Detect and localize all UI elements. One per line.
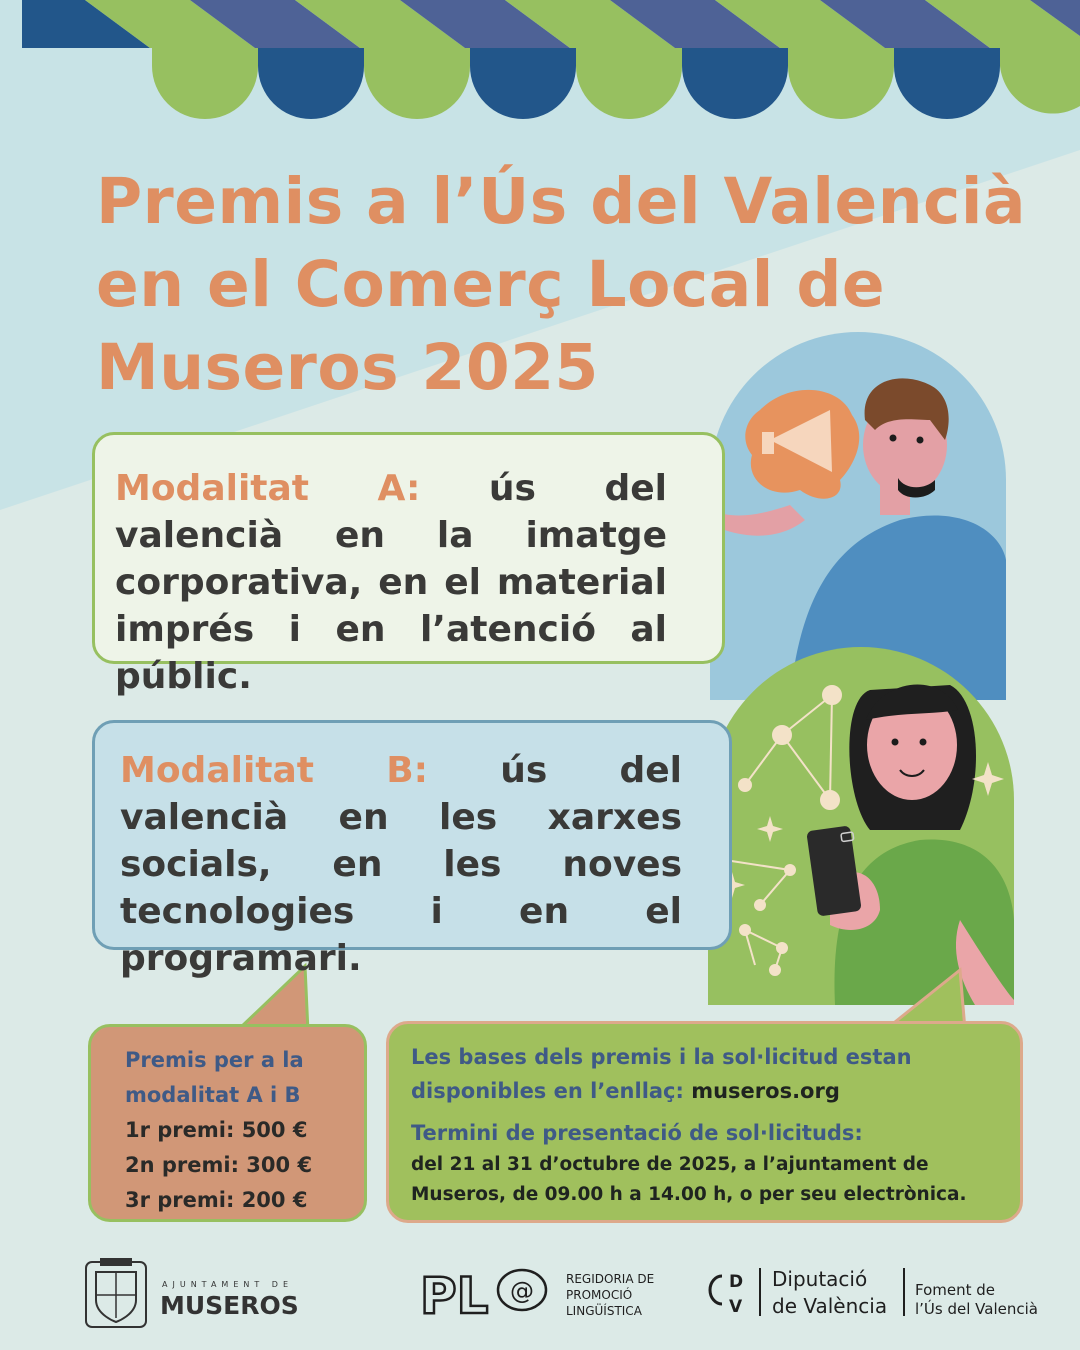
info-text <box>411 1040 1011 1210</box>
modalitat-a-description: ús del valencià en la imatge corporativa, en el material imprés i en l’atenció al públic. <box>115 468 668 697</box>
title-line-2: en el Comerç Local de <box>96 248 886 321</box>
prizes-list <box>125 1043 312 1218</box>
modalitat-b-text <box>120 747 682 982</box>
diputacio-line-2: de València <box>772 1294 888 1318</box>
regidoria-line-3: LINGÜÍSTICA <box>566 1304 642 1318</box>
deadline-line-2: Museros, de 09.00 h a 14.00 h, o per seu electrònica. <box>411 1184 967 1205</box>
prize-item-1: 1r premi: 500 € <box>125 1118 308 1142</box>
bases-line-1: Les bases dels premis i la sol·licitud estan <box>411 1045 912 1069</box>
dv-logo-d: D <box>729 1272 744 1292</box>
svg-text:@: @ <box>510 1277 534 1305</box>
regidoria-line-2: PROMOCIÓ <box>566 1288 633 1302</box>
prizes-heading-2: modalitat A i B <box>125 1083 301 1107</box>
bases-line-2-text: disponibles en l’enllaç: <box>411 1079 692 1103</box>
ajuntament-small-label: AJUNTAMENT DE <box>162 1280 293 1289</box>
prize-item-3: 3r premi: 200 € <box>125 1188 308 1212</box>
prizes-box <box>88 1024 367 1222</box>
diputacio-line-1: Diputació <box>772 1267 868 1291</box>
title-line-3: Museros 2025 <box>96 331 599 404</box>
museros-link[interactable]: museros.org <box>691 1079 840 1103</box>
dv-logo <box>710 1272 743 1317</box>
pla-logo: PL <box>420 1267 489 1325</box>
modalitat-b-bubble <box>92 720 732 979</box>
prize-item-2: 2n premi: 300 € <box>125 1153 313 1177</box>
modalitat-a-text <box>115 465 667 700</box>
footer-logos <box>0 1240 1080 1350</box>
foment-line-1: Foment de <box>915 1281 996 1299</box>
dv-logo-v: V <box>729 1297 743 1317</box>
modalitat-a-bubble <box>92 432 725 697</box>
modalitat-a-label: Modalitat A: <box>115 468 421 509</box>
regidoria-line-1: REGIDORIA DE <box>566 1272 655 1286</box>
modalitat-b-description: ús del valencià en les xarxes socials, en les noves tecnologies i en el programari. <box>120 750 682 979</box>
page-title <box>96 160 1036 409</box>
pla-speech-icon <box>498 1270 546 1310</box>
woman-illustration <box>708 647 1014 1005</box>
prizes-heading-1: Premis per a la <box>125 1048 304 1072</box>
bases-line-2 <box>411 1074 1011 1108</box>
deadline-line-1: del 21 al 31 d’octubre de 2025, a l’ajuntament de <box>411 1154 929 1175</box>
coat-of-arms-icon <box>86 1258 146 1327</box>
title-line-1: Premis a l’Ús del Valencià <box>96 165 1027 238</box>
info-box <box>386 1021 1023 1223</box>
deadline-heading: Termini de presentació de sol·licituds: <box>411 1121 863 1145</box>
awning <box>22 0 1080 119</box>
ajuntament-name: MUSEROS <box>160 1291 299 1320</box>
modalitat-b-label: Modalitat B: <box>120 750 429 791</box>
foment-line-2: l’Ús del Valencià <box>915 1300 1038 1318</box>
